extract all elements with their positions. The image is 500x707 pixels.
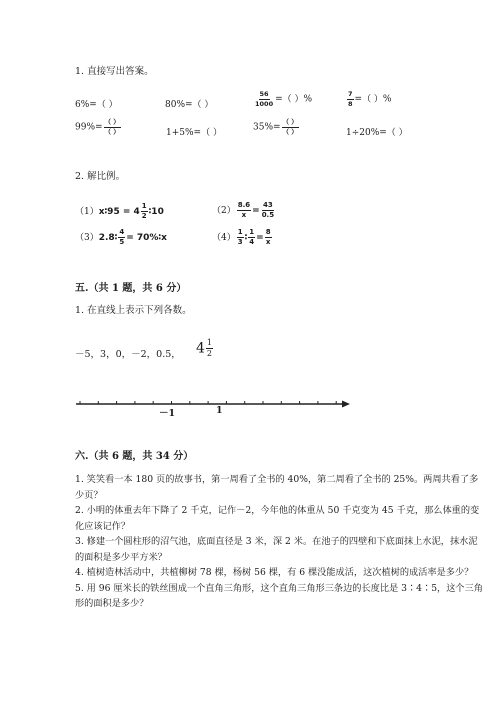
mixed-number-4-1-2: 4 $\frac{1}{2}$ bbox=[196, 338, 213, 358]
calc-99-percent: 99%= $\frac{( )}{( )}$ bbox=[75, 118, 120, 136]
calc-1-plus-5-percent: 1+5%=（ ） bbox=[166, 128, 222, 138]
section-5-question-1: 1. 在直线上表示下列各数。 bbox=[75, 305, 192, 316]
proportion-3: （3）2.8∶ $\frac{4}{5}$ = 70%∶x bbox=[75, 228, 167, 246]
section-5-title: 五.（共 1 题，共 6 分） bbox=[75, 283, 187, 294]
proportion-4: （4） $\frac{1}{3}$ ∶ $\frac{1}{4}$ = $\frac{8}{x}$ bbox=[212, 228, 271, 246]
problem-5: 5. 用 96 厘米长的铁丝围成一个直角三角形，这个直角三角形三条边的长度比是 3∶4∶5，这个三角形的面积是多少？ bbox=[75, 582, 483, 609]
calc-35-percent: 35%= $\frac{( )}{( )}$ bbox=[253, 118, 298, 136]
numbers-list: －5，3，0，－2，0.5， bbox=[75, 349, 181, 360]
calc-80-percent: 80%=（ ） bbox=[165, 100, 214, 110]
section-6-title: 六.（共 6 题，共 34 分） bbox=[75, 451, 194, 462]
calc-7-over-8: $\frac{7}{8}$ =（ ）% bbox=[348, 90, 392, 108]
problem-1: 1. 笑笑看一本 180 页的故事书，第一周看了全书的 40%，第二周看了全书的 25%。两周共看了多少页？ bbox=[75, 474, 479, 501]
number-line-arrow bbox=[342, 401, 350, 408]
number-line bbox=[70, 394, 355, 416]
question-1-title: 1. 直接写出答案。 bbox=[75, 66, 154, 77]
axis-label-neg1: －1 bbox=[159, 408, 176, 419]
calc-6-percent: 6%=（ ） bbox=[75, 100, 118, 110]
proportion-2: （2） $\frac{8.6}{x}$ = $\frac{43}{0.5}$ bbox=[212, 201, 275, 219]
problem-2: 2. 小明的体重去年下降了 2 千克，记作－2，今年他的体重从 50 千克变为 45 千克，那么体重的变化应该记作？ bbox=[75, 505, 480, 532]
proportion-1: （1）x∶95 = 4 $\frac{1}{2}$ ∶10 bbox=[75, 202, 164, 220]
calc-56-over-1000: $\frac{56}{1000}$ =（ ）% bbox=[255, 90, 313, 108]
axis-label-pos1: 1 bbox=[216, 405, 223, 416]
problem-3: 3. 修建一个圆柱形的沼气池，底面直径是 3 米，深 2 米。在池子的四壁和下底面抹上水泥，抹水泥的面积是多少平方米？ bbox=[75, 536, 478, 563]
calc-1-div-20-percent: 1÷20%=（ ） bbox=[346, 128, 408, 138]
problem-4: 4. 植树造林活动中，共植柳树 78 棵，杨树 56 棵，有 6 棵没能成活，这次植树的成活率是多少？ bbox=[75, 567, 474, 578]
problem-list bbox=[75, 472, 485, 612]
question-2-title: 2. 解比例。 bbox=[75, 171, 126, 182]
